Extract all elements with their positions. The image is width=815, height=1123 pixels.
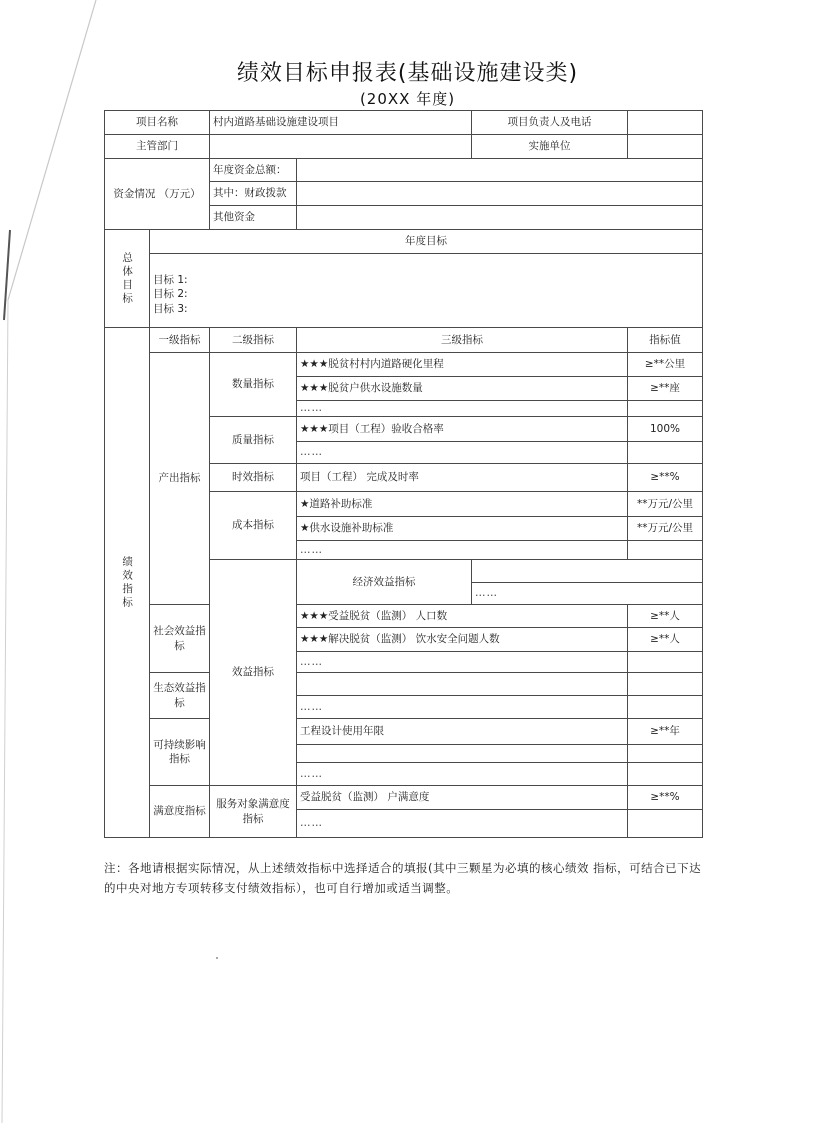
- indicator-value[interactable]: [628, 673, 703, 696]
- scan-speck: [216, 957, 218, 959]
- col-header-value: 指标值: [628, 328, 703, 353]
- timeliness-indicator-label: 时效指标: [210, 464, 297, 492]
- indicator-text[interactable]: [472, 560, 703, 583]
- indicator-text[interactable]: [297, 745, 628, 763]
- indicator-text[interactable]: ★供水设施补助标准: [297, 517, 628, 541]
- funds-row-value[interactable]: [297, 182, 703, 206]
- indicator-value[interactable]: 100%: [628, 417, 703, 442]
- project-name-value[interactable]: 村内道路基础设施建设项目: [210, 111, 472, 135]
- indicator-value[interactable]: **万元/公里: [628, 492, 703, 517]
- indicator-text[interactable]: ……: [297, 401, 628, 417]
- footnote: 注：各地请根据实际情况，从上述绩效指标中选择适合的填报(其中三颗星为必填的核心绩效 指标，可结合已下达的中央对地方专项转移支付绩效指标），也可自行增加或适当调整。: [104, 861, 702, 895]
- indicator-value[interactable]: [628, 696, 703, 719]
- indicator-value[interactable]: ≥**%: [628, 786, 703, 810]
- indicator-text[interactable]: ……: [297, 442, 628, 464]
- indicator-value[interactable]: ≥**座: [628, 377, 703, 401]
- funds-row-label: 其中：财政拨款: [210, 182, 297, 206]
- indicator-value[interactable]: [628, 810, 703, 838]
- social-indicator-label: 社会效益指标: [150, 605, 210, 673]
- satisfaction-indicator-label: 满意度指标: [150, 786, 210, 838]
- funds-row-label: 年度资金总额：: [210, 159, 297, 182]
- cost-indicator-label: 成本指标: [210, 492, 297, 560]
- indicator-text[interactable]: ……: [297, 541, 628, 560]
- indicator-text[interactable]: [297, 673, 628, 696]
- project-owner-value[interactable]: [628, 111, 703, 135]
- indicator-text[interactable]: ……: [472, 583, 703, 605]
- perf-label-text: 绩效指标: [121, 555, 134, 610]
- indicator-text[interactable]: ★★★项目（工程）验收合格率: [297, 417, 628, 442]
- project-name-label: 项目名称: [105, 111, 210, 135]
- indicator-text[interactable]: ★★★脱贫户供水设施数量: [297, 377, 628, 401]
- funds-row-value[interactable]: [297, 159, 703, 182]
- col-header-level3: 三级指标: [297, 328, 628, 353]
- project-owner-label: 项目负责人及电话: [472, 111, 628, 135]
- indicator-value[interactable]: [628, 442, 703, 464]
- indicator-text[interactable]: ……: [297, 696, 628, 719]
- col-header-level1: 一级指标: [150, 328, 210, 353]
- indicator-text[interactable]: ★道路补助标准: [297, 492, 628, 517]
- service-indicator-label: 服务对象满意度指标: [210, 786, 297, 838]
- col-header-level2: 二级指标: [210, 328, 297, 353]
- funds-label: 资金情况 （万元）: [105, 159, 210, 230]
- indicator-text[interactable]: ★★★解决脱贫（监测） 饮水安全问题人数: [297, 628, 628, 652]
- goal-line: 目标 2:: [153, 288, 188, 301]
- sustainable-indicator-label: 可持续影响指标: [150, 719, 210, 786]
- indicator-text[interactable]: ★★★受益脱贫（监测） 人口数: [297, 605, 628, 628]
- economic-indicator-label: 经济效益指标: [297, 560, 472, 605]
- indicator-value[interactable]: [628, 541, 703, 560]
- indicator-value[interactable]: ≥**年: [628, 719, 703, 745]
- overall-goal-label: [105, 230, 150, 328]
- indicator-value[interactable]: [628, 652, 703, 673]
- funds-row-value[interactable]: [297, 206, 703, 230]
- benefit-indicator-label: 效益指标: [210, 560, 297, 786]
- perf-label: [105, 328, 150, 838]
- indicator-value[interactable]: ≥**%: [628, 464, 703, 492]
- scan-edge-shadow: [0, 0, 100, 1123]
- performance-form-table: [104, 110, 703, 838]
- year-goal-content[interactable]: [150, 254, 703, 328]
- indicator-value[interactable]: ≥**公里: [628, 353, 703, 377]
- funds-row-label: 其他资金: [210, 206, 297, 230]
- indicator-value[interactable]: [628, 763, 703, 786]
- indicator-text[interactable]: ……: [297, 810, 628, 838]
- quantity-indicator-label: 数量指标: [210, 353, 297, 417]
- quality-indicator-label: 质量指标: [210, 417, 297, 464]
- goal-line: 目标 1:: [153, 274, 188, 287]
- dept-label: 主管部门: [105, 135, 210, 159]
- goal-line: 目标 3:: [153, 302, 188, 315]
- year-goal-label: 年度目标: [150, 230, 703, 254]
- indicator-value[interactable]: ≥**人: [628, 628, 703, 652]
- form-subtitle: (20XX 年度): [359, 90, 456, 108]
- indicator-value[interactable]: [628, 401, 703, 417]
- output-indicator-label: 产出指标: [150, 353, 210, 605]
- indicator-text[interactable]: ……: [297, 763, 628, 786]
- impl-unit-label: 实施单位: [472, 135, 628, 159]
- overall-goal-label-text: 总体目标: [121, 251, 134, 306]
- indicator-value[interactable]: [628, 745, 703, 763]
- impl-unit-value[interactable]: [628, 135, 703, 159]
- dept-value[interactable]: [210, 135, 472, 159]
- indicator-text[interactable]: 受益脱贫（监测） 户满意度: [297, 786, 628, 810]
- indicator-value[interactable]: ≥**人: [628, 605, 703, 628]
- indicator-text[interactable]: ★★★脱贫村村内道路硬化里程: [297, 353, 628, 377]
- indicator-value[interactable]: **万元/公里: [628, 517, 703, 541]
- indicator-text[interactable]: 工程设计使用年限: [297, 719, 628, 745]
- form-title: 绩效目标申报表(基础设施建设类): [236, 61, 579, 86]
- indicator-text[interactable]: ……: [297, 652, 628, 673]
- indicator-text[interactable]: 项目（工程） 完成及时率: [297, 464, 628, 492]
- ecological-indicator-label: 生态效益指标: [150, 673, 210, 719]
